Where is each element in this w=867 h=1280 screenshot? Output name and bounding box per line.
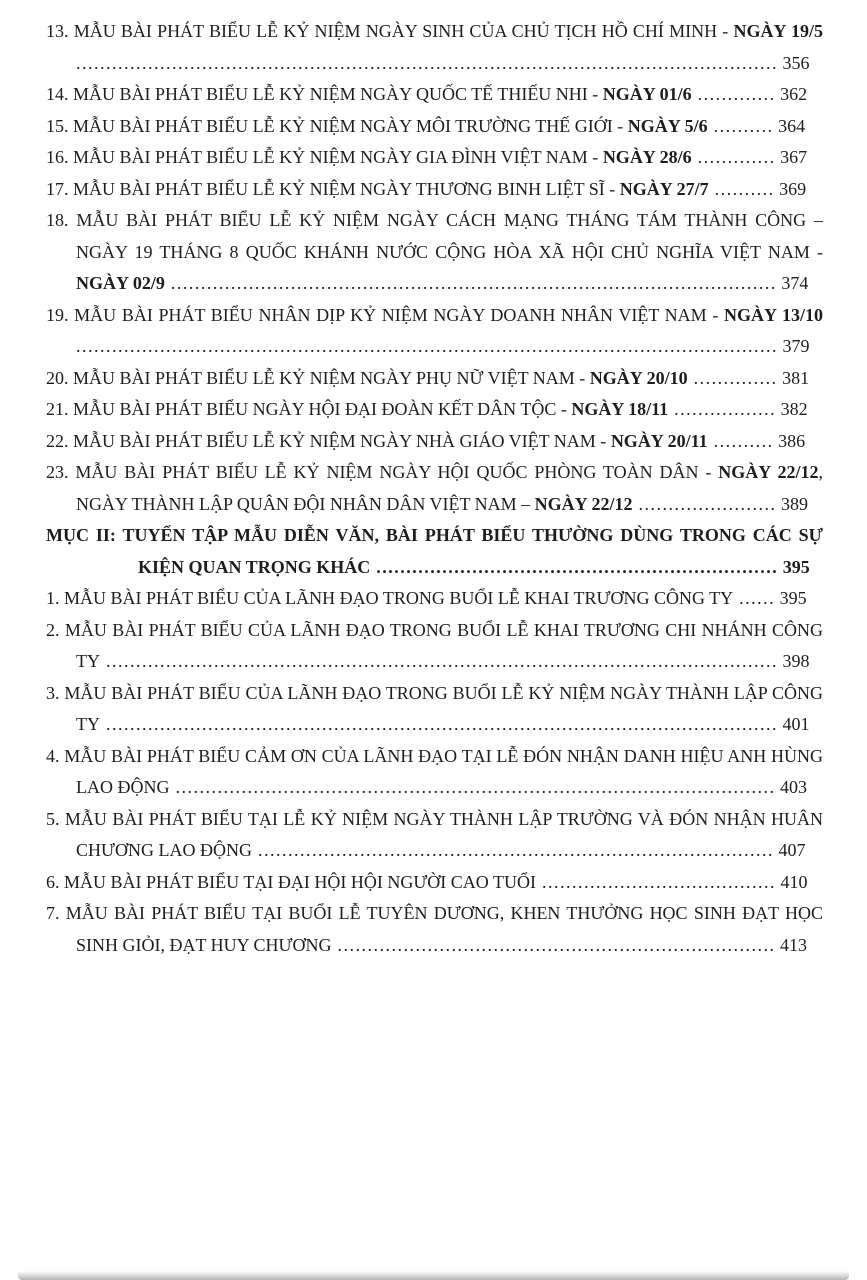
dot-leader: ....................................... (535, 871, 776, 892)
entry-title-bold-date: NGÀY 19/5 (733, 21, 823, 41)
entry-page-number: 367 (775, 147, 808, 167)
dot-leader: .......... (707, 430, 774, 451)
dot-leader: ............. (691, 147, 776, 167)
entry-page-number: 382 (776, 399, 808, 419)
toc-entry (46, 426, 823, 458)
entry-title-bold-date: NGÀY 20/10 (589, 367, 688, 388)
page-bottom-edge (18, 1271, 849, 1280)
entry-title-bold-date: NGÀY 27/7 (619, 178, 709, 199)
entry-number: 18. (46, 210, 77, 230)
toc-entry (46, 583, 823, 615)
entry-page-number: 356 (778, 52, 810, 73)
toc-entry (46, 394, 823, 426)
entry-title (73, 431, 708, 451)
dot-leader: ................................................................................................................ (100, 651, 778, 671)
entry-title-text: MẪU BÀI PHÁT BIỂU CẢM ƠN CỦA LÃNH ĐẠO TẠI LỄ ĐÓN NHẬN DANH HIỆU ANH HÙNG LAO ĐỘNG (64, 745, 824, 797)
entry-number: 16. (46, 147, 73, 167)
entry-number: 3. (46, 682, 65, 703)
entry-page-number: 395 (778, 556, 810, 577)
entry-title (74, 305, 823, 325)
entry-title (64, 588, 733, 608)
entry-number: 22. (46, 430, 73, 451)
entry-page-number: 381 (777, 367, 810, 388)
dot-leader: ...................................................................................... (251, 840, 774, 860)
entry-number: 14. (46, 84, 73, 104)
entry-title-bold-date: MỤC II: TUYỂN TẬP MẪU DIỄN VĂN, BÀI PHÁT BIỂU THƯỜNG DÙNG TRONG CÁC SỰ KIỆN QUAN TRỌNG KHÁC (46, 525, 823, 577)
entry-page-number: 362 (775, 84, 808, 104)
entry-page-number: 374 (776, 273, 809, 293)
toc-section-heading (46, 520, 823, 583)
entry-page-number: 395 (775, 588, 807, 608)
toc-entry (46, 804, 823, 867)
entry-number: 6. (46, 871, 64, 892)
toc-entry (46, 363, 823, 395)
entry-title-text: MẪU BÀI PHÁT BIỂU CỦA LÃNH ĐẠO TRONG BUỔI LỄ KỶ NIỆM NGÀY THÀNH LẬP CÔNG TY (64, 682, 823, 734)
dot-leader: ..................................................................................................................... (76, 52, 778, 73)
toc-entry (46, 457, 823, 520)
toc-entry (46, 79, 823, 111)
entry-title-text: MẪU BÀI PHÁT BIỂU LỄ KỶ NIỆM NGÀY PHỤ NỮ VIỆT NAM - (73, 367, 590, 388)
dot-leader: ............. (691, 84, 776, 104)
dot-leader: .......... (708, 178, 775, 199)
entry-title-text: MẪU BÀI PHÁT BIỂU CỦA LÃNH ĐẠO TRONG BUỔI LỄ KHAI TRƯƠNG CHI NHÁNH CÔNG TY (64, 619, 824, 671)
entry-title-text: MẪU BÀI PHÁT BIỂU LỄ KỶ NIỆM NGÀY THƯƠNG BINH LIỆT SĨ - (73, 178, 620, 199)
entry-title-bold-date: NGÀY 18/11 (571, 399, 669, 419)
entry-title-text: MẪU BÀI PHÁT BIỂU NGÀY HỘI ĐẠI ĐOÀN KẾT DÂN TỘC - (73, 399, 572, 419)
toc-entry (46, 615, 823, 678)
entry-title-text: MẪU BÀI PHÁT BIỂU LỄ KỶ NIỆM NGÀY SINH CỦA CHỦ TỊCH HỒ CHÍ MINH - (73, 21, 734, 41)
entry-page-number: 389 (776, 493, 808, 514)
entry-title-text: MẪU BÀI PHÁT BIỂU LỄ KỶ NIỆM NGÀY GIA ĐÌNH VIỆT NAM - (73, 147, 603, 167)
entry-title-text: MẪU BÀI PHÁT BIỂU TẠI ĐẠI HỘI HỘI NGƯỜI CAO TUỔI (64, 871, 536, 892)
toc-entry (46, 300, 823, 363)
entry-number: 7. (46, 903, 66, 923)
entry-title-text: MẪU BÀI PHÁT BIỂU LỄ KỶ NIỆM NGÀY QUỐC TẾ THIẾU NHI - (73, 84, 603, 104)
entry-title-text: MẪU BÀI PHÁT BIỂU CỦA LÃNH ĐẠO TRONG BUỔI LỄ KHAI TRƯƠNG CÔNG TY (64, 588, 734, 608)
entry-title (73, 147, 692, 167)
toc-entry (46, 741, 823, 804)
dot-leader: .............. (687, 367, 778, 388)
entry-title (73, 179, 709, 199)
entry-title-text: MẪU BÀI PHÁT BIỂU LỄ KỶ NIỆM NGÀY NHÀ GIÁO VIỆT NAM - (73, 430, 611, 451)
entry-title-text: MẪU BÀI PHÁT BIỂU LỄ KỶ NIỆM NGÀY MÔI TRƯỜNG THẾ GIỚI - (73, 115, 628, 136)
dot-leader: ....................... (632, 493, 777, 514)
entry-number: 4. (46, 745, 65, 766)
dot-leader: ................. (668, 399, 777, 419)
entry-page-number: 398 (778, 651, 810, 671)
entry-page-number: 401 (778, 714, 810, 734)
entry-title-text: MẪU BÀI PHÁT BIỂU TẠI LỄ KỶ NIỆM NGÀY THÀNH LẬP TRƯỜNG VÀ ĐÓN NHẬN HUÂN CHƯƠNG LAO ĐỘNG (64, 808, 824, 860)
entry-title (64, 872, 536, 892)
entry-title-bold-date: NGÀY 01/6 (602, 84, 692, 104)
entry-title-text: MẪU BÀI PHÁT BIỂU LỄ KỶ NIỆM NGÀY CÁCH MẠNG THÁNG TÁM THÀNH CÔNG – NGÀY 19 THÁNG 8 QUỐC KHÁNH NƯỚC CỘNG HÒA XÃ HỘI CHỦ NGHĨA VIỆT NAM - (76, 210, 824, 262)
entry-number: 20. (46, 367, 73, 388)
entry-title (73, 368, 688, 388)
entry-page-number: 413 (775, 934, 807, 955)
entry-title-bold-date: NGÀY 22/12 (534, 493, 633, 514)
entry-number: 15. (46, 115, 73, 136)
entry-title (73, 116, 708, 136)
toc-entry (46, 898, 823, 961)
dot-leader: ................................................................... (370, 556, 779, 577)
entry-number: 5. (46, 808, 65, 829)
entry-page-number: 403 (775, 777, 807, 797)
entry-title (74, 21, 823, 41)
entry-title (73, 84, 692, 104)
entry-title-bold-date: NGÀY 02/9 (76, 273, 165, 293)
entry-number: 17. (46, 178, 73, 199)
dot-leader: .................................................................................................... (169, 777, 776, 797)
entry-title-bold-date: NGÀY 28/6 (602, 147, 692, 167)
entry-number: 1. (46, 588, 64, 608)
dot-leader: ................................................................................................................ (100, 714, 778, 734)
toc-entries (46, 16, 823, 961)
entry-title (73, 399, 668, 419)
entry-page-number: 386 (773, 430, 806, 451)
entry-title-text: MẪU BÀI PHÁT BIỂU TẠI BUỔI LỄ TUYÊN DƯƠNG, KHEN THƯỞNG HỌC SINH ĐẠT HỌC SINH GIỎI, ĐẠT HUY CHƯƠNG (65, 903, 823, 955)
dot-leader: ..................................................................................................................... (76, 336, 778, 356)
entry-number: 2. (46, 619, 65, 640)
entry-number: 21. (46, 399, 73, 419)
dot-leader: .......... (707, 115, 774, 136)
entry-title-bold-date: NGÀY 5/6 (627, 115, 708, 136)
toc-entry (46, 867, 823, 899)
entry-number: 13. (46, 21, 74, 41)
toc-entry (46, 142, 823, 174)
entry-title-bold-date: NGÀY 22/12 (718, 462, 819, 482)
toc-entry (46, 174, 823, 206)
entry-title-text: , NGÀY THÀNH LẬP QUÂN ĐỘI NHÂN DÂN VIỆT NAM – (76, 462, 823, 514)
dot-leader: ......................................................................... (331, 934, 776, 955)
toc-entry (46, 111, 823, 143)
entry-page-number: 379 (778, 336, 810, 356)
toc-entry (46, 678, 823, 741)
entry-page-number: 407 (773, 840, 806, 860)
toc-entry (46, 16, 823, 79)
entry-page-number: 364 (773, 115, 806, 136)
dot-leader: ...... (733, 588, 776, 608)
entry-title-bold-date: NGÀY 13/10 (724, 304, 823, 325)
entry-title-text: MẪU BÀI PHÁT BIỂU NHÂN DỊP KỶ NIỆM NGÀY DOANH NHÂN VIỆT NAM - (74, 304, 724, 325)
entry-title-bold-date: NGÀY 20/11 (610, 430, 708, 451)
entry-number: 19. (46, 304, 75, 325)
entry-title-text: MẪU BÀI PHÁT BIỂU LỄ KỶ NIỆM NGÀY HỘI QUỐC PHÒNG TOÀN DÂN - (75, 462, 719, 482)
entry-page-number: 410 (775, 871, 808, 892)
entry-page-number: 369 (774, 178, 807, 199)
toc-entry (46, 205, 823, 300)
dot-leader: ..................................................................................................... (164, 273, 777, 293)
entry-number: 23. (46, 462, 76, 482)
